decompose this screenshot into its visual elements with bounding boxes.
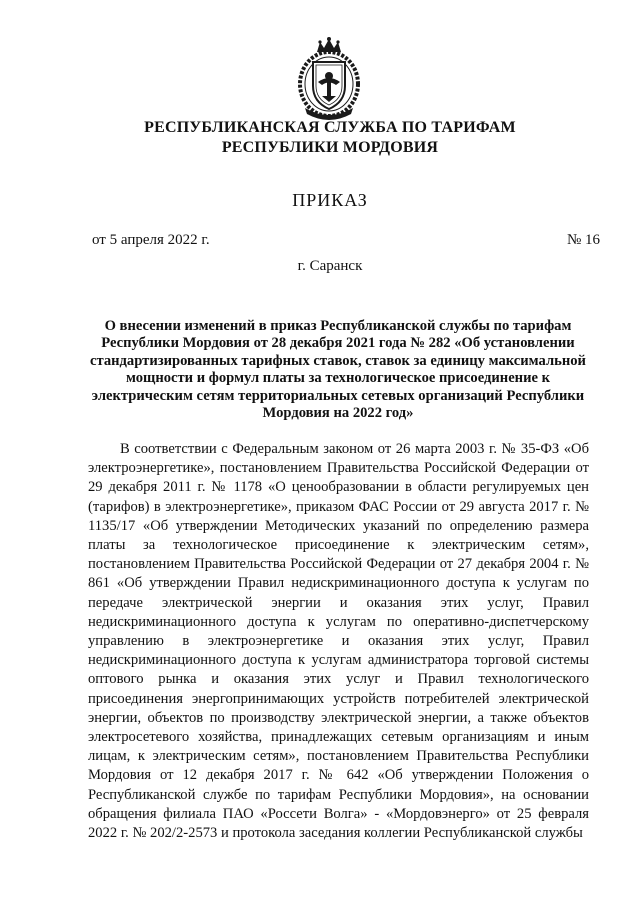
document-city: г. Саранск [297, 258, 363, 274]
organization-name-line-1: РЕСПУБЛИКАНСКАЯ СЛУЖБА ПО ТАРИФАМ [144, 119, 516, 136]
document-number: № 16 [566, 232, 600, 248]
organization-name [60, 118, 600, 158]
document-body-paragraph: В соответствии с Федеральным законом от 26 марта 2003 г. № 35-ФЗ «Об электроэнергетике», постановлением Правительства Российской Федерации от 29 декабря 2011 г. № 1178 «О ценообразовании в области регулируемых цен (тарифов) в электроэнергетике», приказом ФАС России от 29 августа 2017 г. № 1135/17 «Об утверждении Методических указаний по определению размера платы за технологическое присоединение к электрическим сетям», постановлением Правительства Российской Федерации от 27 декабря 2004 г. № 861 «Об утверждении Правил недискриминационного доступа к услугам по передаче электрической энергии и оказания этих услуг, Правил недискриминационного доступа к услугам по оперативно-диспетчерскому управлению в электроэнергетике и оказания этих услуг, Правил недискриминационного доступа к услугам администратора торговой системы оптового рынка и оказания этих услуг и Правил технологического присоединения энергопринимающих устройств потребителей электрической энергии, объектов по производству электрической энергии, а также объектов электросетевого хозяйства, принадлежащих сетевым организациям и иным лицам, к электрическим сетям», постановлением Правительства Республики Мордовия от 12 декабря 2017 г. № 642 «Об утверждении Положения о Республиканской службе по тарифам Республики Мордовия», на основании обращения филиала ПАО «Россети Волга» - «Мордовэнерго» от 25 февраля 2022 г. № 202/2-2573 и протокола заседания коллегии Республиканской службы [88, 441, 589, 842]
document-type: ПРИКАЗ [292, 190, 368, 210]
organization-name-line-2: РЕСПУБЛИКИ МОРДОВИЯ [221, 139, 439, 156]
coat-of-arms-icon [296, 36, 362, 120]
document-subject: О внесении изменений в приказ Республиканской службы по тарифам Республики Мордовия от 28 декабря 2021 года № 282 «Об установлении стандартизированных тарифных ставок, ставок за единицу максимальной мощности и формул платы за технологическое присоединение к электрическим сетям территориальных сетевых организаций Республики Мордовия на 2022 год» [90, 318, 586, 422]
document-date: от 5 апреля 2022 г. [92, 232, 210, 248]
